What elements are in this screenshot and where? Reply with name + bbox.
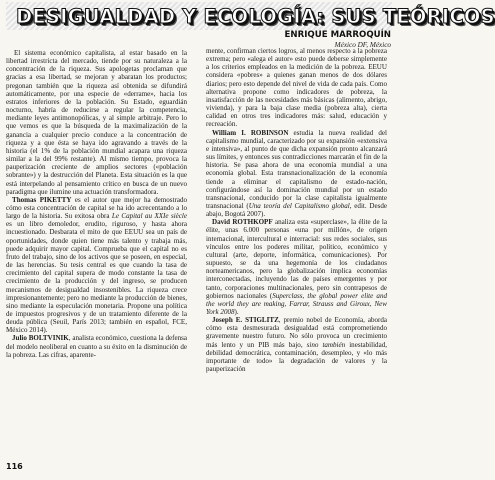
text-column-right — [206, 47, 387, 463]
paragraph-text: analiza esta «superclase», la élite de la élite, unas 6.000 personas «una por millón», de origen internacional, intercultural e interracial: sus redes sociales, sus vínculos entre los poderes militar, político, económico y cultural (arte, deporte, informática, comunicaciones). Por supuesto, se da una hegemonía de los ciudadanos norteamericanos, pero la globalización implica economías interconectadas, incluyendo las de países emergentes y por tanto, corporaciones multinacionales, pero sin contrapesos de gobiernos nacionales ( — [206, 218, 387, 300]
article-paragraph — [6, 49, 187, 196]
text-column-left — [6, 49, 187, 461]
page-number: 116 — [6, 462, 23, 471]
paragraph-text: El sistema económico capitalista, al estar basado en la libertad irrestricta del mercado, tiende por su naturaleza a la concentración de la riqueza. Sus apologetas proclaman que gracias a esa libertad, se mejoran y abaratan los productos; pregonan también que la riqueza así obtenida se difundirá automáticamente, por una especie de «derrame», hacia los estratos inferiores de la población. Su Estado, eguardián nocturno, habría de reducirse a regular la competencia, mediante leyes antimonopólicas, y al simple arbitraje. Pero lo que vemos es que la búsqueda de la maximalización de la ganancia a cualquier precio conduce a la concentración de riqueza y a que ésta se haya ido agravando a través de la historia (el 1% de la población mundial acapara una riqueza similar a la del 99% restante). Al mismo tiempo, provoca la pauperización creciente de amplios sectores («población sobrante») y la destrucción del Planeta. Esta situación es la que está interpelando al pensamiento crítico en busca de un nuevo paradigma que ilumine una actuación transformadora. — [6, 49, 187, 196]
author-reference: David ROTHKOPF — [212, 218, 273, 227]
paragraph-text: es un libro demoledor, erudito, riguroso, y hasta ahora incuestionado. Desbarata el mito de que EEUU sea un país de oportunidades, donde quien tiene más talento y trabaja más, puede adquirir mayor capital. Comprueba que el capital no es fruto del trabajo, sino de los activos que se poseen, en especial, de las herencias. Su tesis central es que cuando la tasa de crecimiento del capital supera de modo constante la tasa de crecimiento de la producción y del ingreso, se producen mecanismos de desigualdad insostenibles. La riqueza crece impresionantemente; pero no mediante la producción de bienes, sino mediante la especulación monetaria. Propone una política de impuestos progresivos y de un tratamiento diferente de la deuda pública (Seuil, París 2013; también en español, FCE, México 2014). — [6, 220, 187, 335]
book-title: Superclass, the global power elite and the world they are making, Farrar, Strauss and Giroux, New York 2008 — [206, 291, 388, 316]
paragraph-text: mente, confirman ciertos logros, al menos respecto a la pobreza extrema; pero «alega el autor» esto puede deberse simplemente a los criterios empleados en la medición de la pobreza. EEUU considera «pobres» a quienes ganan menos de dos dólares diarios; pero esto depende del nivel de vida de cada país. Como alternativa propone como indicadores de pobreza, la insatisfacción de las necesidades más básicas (alimento, abrigo, vivienda), y para la baja clase media (pobreza alta), cierta calidad en otros tres indicadores más: salud, educación y recreación. — [206, 47, 387, 129]
article-paragraph — [206, 129, 387, 219]
author-name: ENRIQUE MARROQUÍN — [284, 30, 391, 40]
paragraph-text: inestabilidad, debilidad democrática, contaminación, desempleo, y «lo más importante de todo» la degradación de valores y la pauperización — [206, 340, 387, 374]
book-title: Una teoría del Capitalismo global — [248, 201, 350, 210]
paragraph-text: , analista económico, cuestiona la defensa del modelo neoliberal en cuanto a su éxito en la disminución de la pobreza. Las cifras, aparente- — [6, 334, 187, 359]
author-location: México DF, México — [334, 41, 391, 49]
article-paragraph — [206, 47, 387, 129]
paragraph-text: es el autor que mejor ha demostrado cómo esta concentración de capital se ha ido acrecentando a lo largo de la historia. Su exitosa obra — [6, 195, 187, 221]
article-paragraph — [6, 196, 187, 335]
paragraph-text: ). — [234, 308, 239, 316]
paragraph-text: , edit. Desde abajo, Bogotá 2007). — [206, 201, 388, 219]
paragraph-text: estudia la nueva realidad del capitalismo mundial, caracterizado por su expansión «extensiva e intensiva», al punto de que dicha expansión pronto alcanzará sus límites, y entonces sus contradicciones marcarán el fin de la historia. Se pasa ahora de una economía mundial a una economía global. Esta transnacionalización de la economía tiende a eliminar el capitalismo de estado-nación, configurándose así la dominación mundial por un estado transnacional, conducido por la clase capitalista igualmente transnacional ( — [206, 128, 388, 210]
paragraph-text: , premio nobel de Economía, aborda cómo esta desmesurada desigualdad está comprometiendo gravemente nuestro futuro. No sólo provoca un crecimiento más lento y un PIB más bajo, — [206, 316, 387, 349]
article-paragraph — [6, 334, 187, 358]
book-title: Le Capital au XXIe siècle — [111, 212, 187, 221]
author-reference: Julio BOLTVINIK — [12, 334, 69, 343]
article-paragraph — [206, 218, 387, 316]
author-reference: William I. ROBINSON — [212, 128, 289, 137]
author-reference: Thomas PIKETTY — [12, 195, 72, 204]
title-banner — [6, 2, 495, 30]
article-paragraph — [206, 316, 387, 373]
article-title: DESIGUALDAD Y ECOLOGÍA: SUS TEÓRICOS — [16, 5, 495, 28]
author-reference: Joseph E. STIGLITZ — [212, 316, 279, 325]
book-title: sino también — [306, 340, 346, 349]
